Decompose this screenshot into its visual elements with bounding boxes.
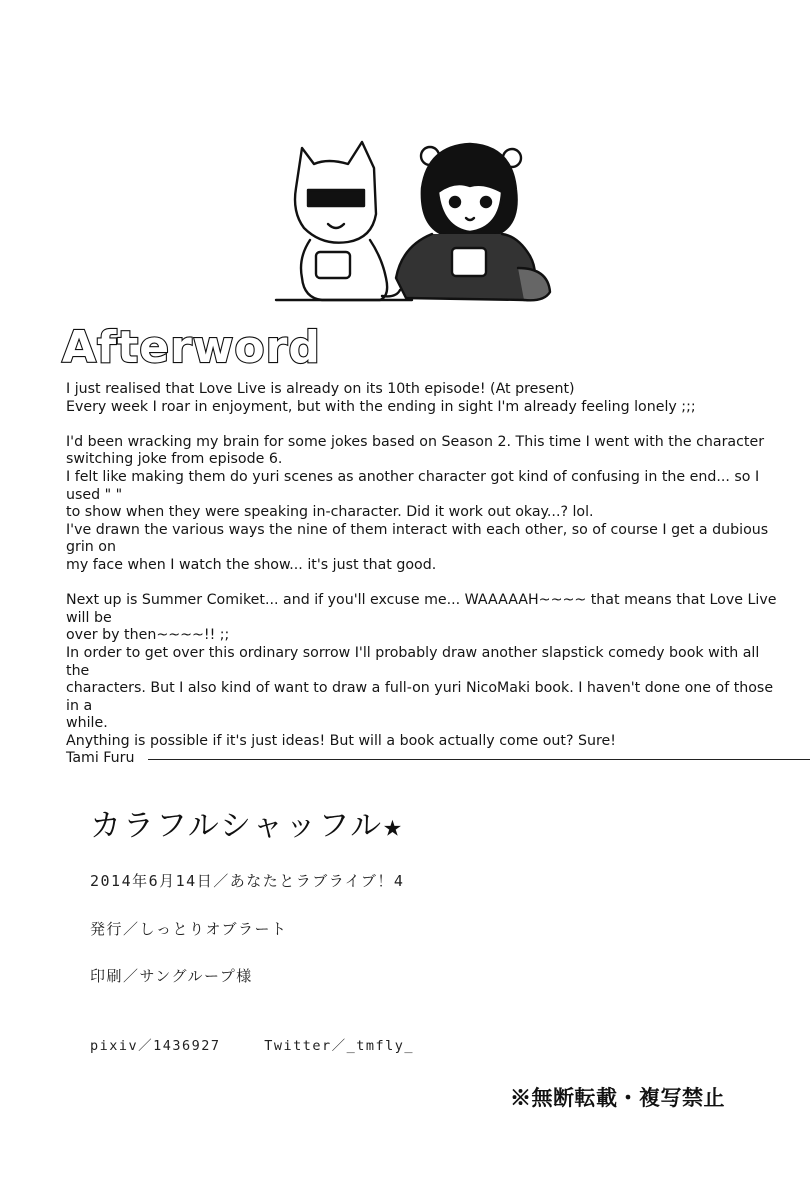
event-date-line: 2014年6月14日／あなたとラブライブ！4 <box>90 872 405 890</box>
twitter-handle: Twitter／_tmfly_ <box>264 1038 414 1054</box>
afterword-paragraph <box>66 434 786 575</box>
afterword-heading: Afterword <box>62 322 321 373</box>
afterword-line: Every week I roar in enjoyment, but with the ending in sight I'm already feeling lonely ;;; <box>66 398 696 415</box>
afterword-line: I've drawn the various ways the nine of them interact with each other, so of course I get a dubious grin on <box>66 521 769 556</box>
afterword-body <box>66 381 786 768</box>
afterword-line: switching joke from episode 6. <box>66 451 283 468</box>
section-divider <box>148 759 810 760</box>
author-signature: Tami Furu <box>66 750 135 767</box>
publisher-line: 発行／しっとりオブラート <box>90 920 288 938</box>
afterword-line: I'd been wracking my brain for some jokes based on Season 2. This time I went with the character <box>66 433 765 450</box>
afterword-paragraph <box>66 381 786 416</box>
afterword-line: Anything is possible if it's just ideas! But will a book actually come out? Sure! <box>66 732 616 749</box>
book-title: カラフルシャッフル★ <box>90 808 404 844</box>
afterword-line: Next up is Summer Comiket... and if you'll excuse me... WAAAAAH~~~~ that means that Love Live will be <box>66 592 777 626</box>
afterword-line: I just realised that Love Live is already on its 10th episode! (At present) <box>66 381 575 397</box>
pixiv-id: pixiv／1436927 <box>90 1038 221 1054</box>
chibi-characters-illustration <box>262 128 552 310</box>
afterword-line: my face when I watch the show... it's just that good. <box>66 556 437 573</box>
afterword-line: characters. But I also kind of want to draw a full-on yuri NicoMaki book. I haven't done one of those in a <box>66 680 774 714</box>
afterword-line: while. <box>66 715 108 732</box>
copyright-notice: ※無断転載・複写禁止 <box>510 1085 725 1110</box>
social-links <box>90 1034 448 1054</box>
printer-line: 印刷／サングループ様 <box>90 967 253 985</box>
afterword-line: In order to get over this ordinary sorrow I'll probably draw another slapstick comedy book with all the <box>66 644 760 679</box>
afterword-paragraph <box>66 592 786 750</box>
afterword-line: I felt like making them do yuri scenes as another character got kind of confusing in the end... so I used " " <box>66 468 760 503</box>
afterword-line: to show when they were speaking in-character. Did it work out okay...? lol. <box>66 504 594 521</box>
afterword-line: over by then~~~~!! ;; <box>66 627 230 644</box>
